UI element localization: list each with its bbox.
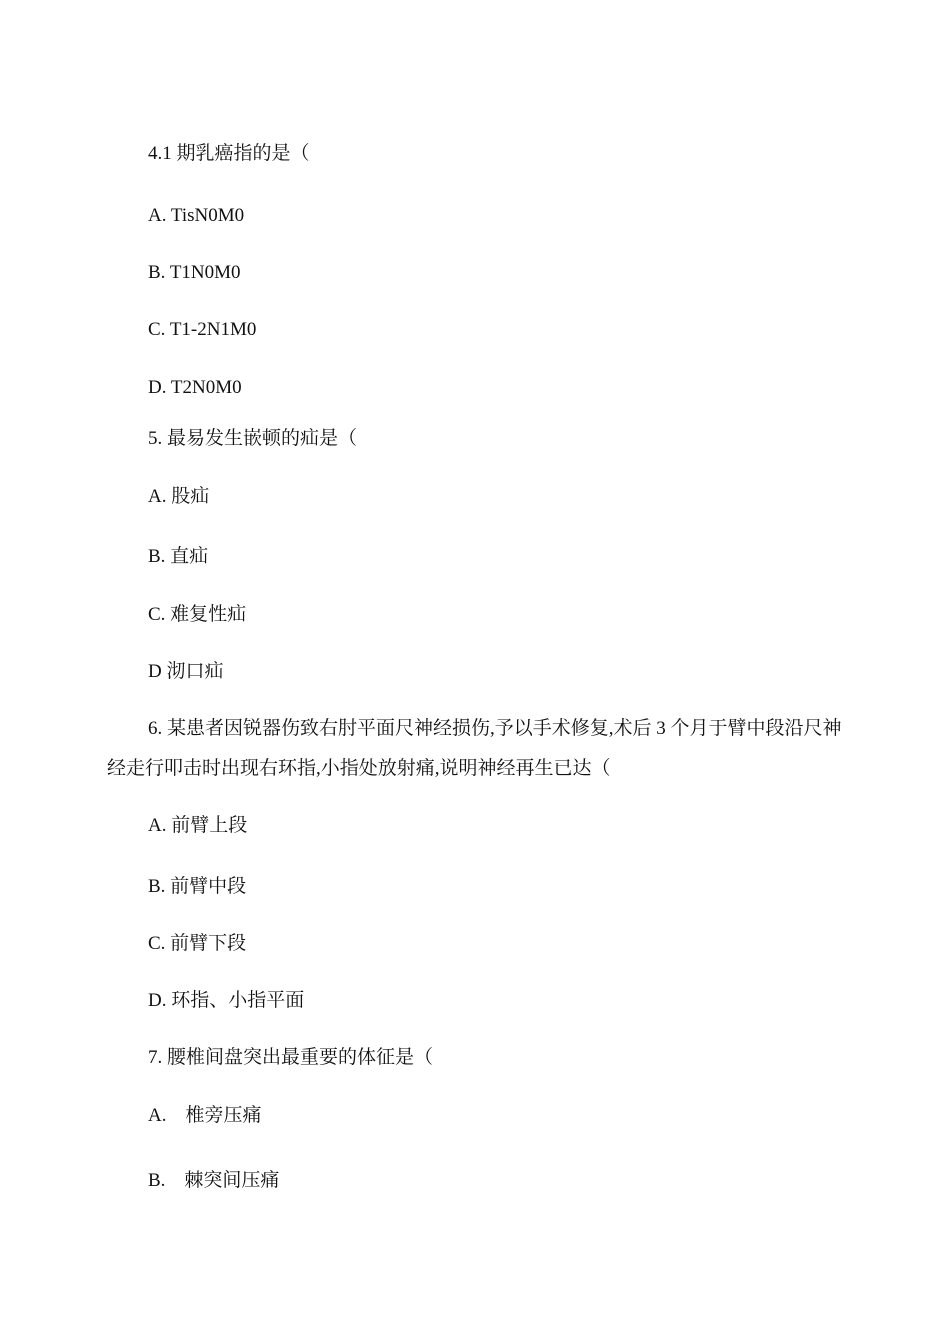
question-7-stem: 7. 腰椎间盘突出最重要的体征是（ <box>148 1047 434 1068</box>
question-6-option-a: A. 前臂上段 <box>148 815 248 836</box>
question-5-option-d: D 沏口疝 <box>148 661 224 682</box>
question-4-option-a: A. TisN0M0 <box>148 205 245 226</box>
question-7-option-a: A. 椎旁压痛 <box>148 1105 262 1126</box>
question-4-option-d: D. T2N0M0 <box>148 377 242 398</box>
question-5-option-c: C. 难复性疝 <box>148 604 247 625</box>
question-6-option-b: B. 前臂中段 <box>148 876 247 897</box>
question-6-option-c: C. 前臂下段 <box>148 933 247 954</box>
question-5-option-a: A. 股疝 <box>148 486 210 507</box>
question-6-stem: 6. 某患者因锐器伤致右肘平面尺神经损伤,予以手术修复,术后 3 个月于臂中段沿尺神经走行叩击时出现右环指,小指处放射痛,说明神经再生已达（ <box>107 718 842 779</box>
question-7-option-b: B. 棘突间压痛 <box>148 1170 280 1191</box>
question-4-stem: 4.1 期乳癌指的是（ <box>148 143 310 164</box>
question-5-stem: 5. 最易发生嵌顿的疝是（ <box>148 428 358 449</box>
question-5-option-b: B. 直疝 <box>148 546 209 567</box>
question-4-option-b: B. T1N0M0 <box>148 262 241 283</box>
question-4-option-c: C. T1-2N1M0 <box>148 319 257 340</box>
question-6-option-d: D. 环指、小指平面 <box>148 990 305 1011</box>
